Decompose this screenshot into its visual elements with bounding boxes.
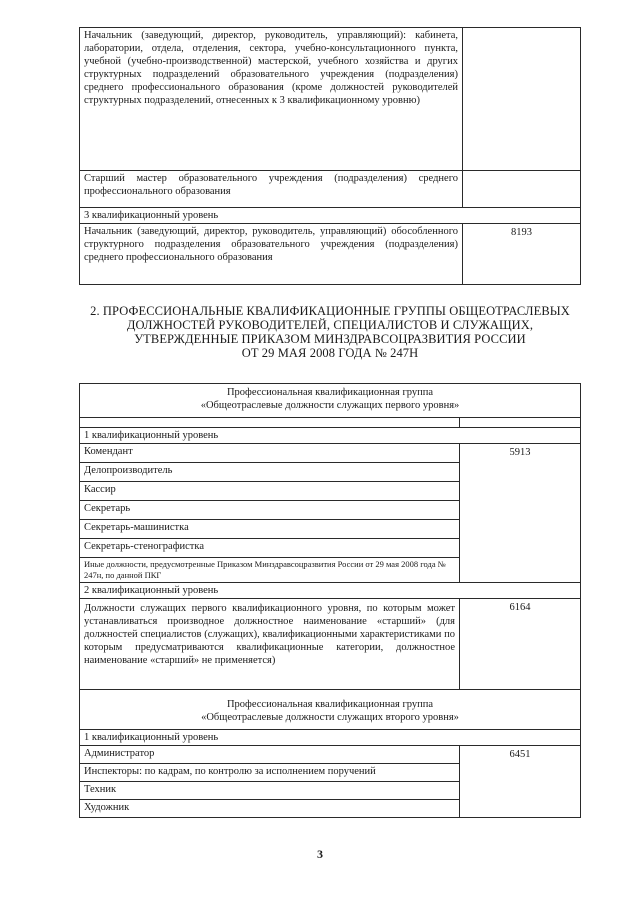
position-cell: Делопроизводитель (80, 463, 460, 482)
empty-cell (460, 418, 581, 428)
table-row (80, 583, 581, 599)
level-header: 1 квалификационный уровень (80, 428, 581, 444)
group-title-cell (80, 384, 581, 418)
position-cell: Кассир (80, 482, 460, 501)
qualification-table-main (79, 383, 581, 818)
group-title-cell (80, 690, 581, 730)
group-subtitle: «Общеотраслевые должности служащих второго уровня» (201, 712, 459, 723)
position-cell: Секретарь-стенографистка (80, 539, 460, 558)
table-row (80, 208, 581, 224)
position-cell: Художник (80, 800, 460, 818)
heading-line: ОТ 29 МАЯ 2008 ГОДА № 247Н (241, 346, 419, 360)
group-title-row (80, 690, 581, 730)
table-row (80, 730, 581, 746)
group-title: Профессиональная квалификационная группа (226, 699, 434, 710)
note-cell: Иные должности, предусмотренные Приказом Минздравсоцразвития России от 29 мая 2008 года № 247н, по данной ПКГ (80, 558, 460, 583)
position-cell: Секретарь (80, 501, 460, 520)
group-title-row (80, 384, 581, 418)
position-cell: Инспекторы: по кадрам, по контролю за исполнением поручений (80, 764, 460, 782)
section-heading (60, 304, 600, 360)
heading-line: ДОЛЖНОСТЕЙ РУКОВОДИТЕЛЕЙ, СПЕЦИАЛИСТОВ И СЛУЖАЩИХ, (126, 318, 534, 332)
table-row (80, 28, 581, 171)
heading-line: УТВЕРЖДЕННЫЕ ПРИКАЗОМ МИНЗДРАВСОЦРАЗВИТИЯ РОССИИ (134, 332, 526, 346)
position-cell: Должности служащих первого квалификационного уровня, по которым может устанавливаться производное должностное наименование «старший» (для должностей специалистов (служащих), квалификационными характеристиками по которым предусматриваются квалификационные категории, должностное наименование «старший» не применяется) (80, 599, 460, 690)
level-header: 2 квалификационный уровень (80, 583, 581, 599)
salary-cell: 8193 (463, 224, 581, 285)
salary-cell: 6164 (460, 599, 581, 690)
table-row (80, 418, 581, 428)
qualification-table-top (79, 27, 581, 285)
table-row (80, 224, 581, 285)
table-row (80, 746, 581, 764)
salary-cell (463, 28, 581, 171)
salary-cell: 5913 (460, 444, 581, 583)
level-header: 1 квалификационный уровень (80, 730, 581, 746)
position-cell: Старший мастер образовательного учреждения (подразделения) среднего профессионального образования (80, 171, 463, 208)
position-cell: Техник (80, 782, 460, 800)
group-subtitle: «Общеотраслевые должности служащих первого уровня» (200, 400, 460, 411)
table-row (80, 171, 581, 208)
page-number: 3 (317, 847, 323, 861)
heading-line: 2. ПРОФЕССИОНАЛЬНЫЕ КВАЛИФИКАЦИОННЫЕ ГРУППЫ ОБЩЕОТРАСЛЕВЫХ (90, 304, 570, 318)
empty-cell (80, 418, 460, 428)
salary-cell: 6451 (460, 746, 581, 818)
position-cell: Начальник (заведующий, директор, руководитель, управляющий) обособленного структурного подразделения образовательного учреждения (подразделения) среднего профессионального образования (80, 224, 463, 285)
position-cell: Начальник (заведующий, директор, руководитель, управляющий): кабинета, лаборатории, отдела, отделения, сектора, учебно-консультационного пункта, учебной (учебно-производственной) мастерской, учебного хозяйства и других структурных подразделений образовательного учреждения (подразделения) среднего профессионального образования (кроме должностей руководителей структурных подразделений, отнесенных к 3 квалификационному уровню) (80, 28, 463, 171)
level-header: 3 квалификационный уровень (80, 208, 581, 224)
position-cell: Администратор (80, 746, 460, 764)
table-row (80, 428, 581, 444)
table-row (80, 599, 581, 690)
table-row (80, 444, 581, 463)
group-title: Профессиональная квалификационная группа (226, 387, 434, 398)
salary-cell (463, 171, 581, 208)
position-cell: Комендант (80, 444, 460, 463)
position-cell: Секретарь-машинистка (80, 520, 460, 539)
